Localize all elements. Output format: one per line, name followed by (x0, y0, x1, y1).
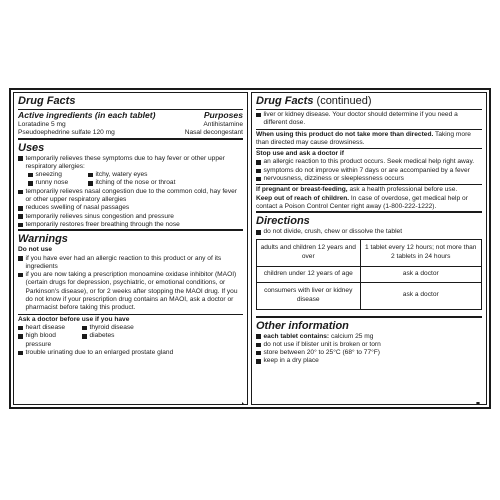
ingredient-name: Loratadine 5 mg (18, 121, 66, 128)
stop-use-heading: Stop use and ask a doctor if (256, 150, 344, 158)
other-information-title: Other information (256, 319, 349, 332)
table-cell: consumers with liver or kidney disease (257, 282, 361, 309)
list-item: keep in a dry place (256, 357, 482, 365)
square-bullet-icon (18, 206, 23, 211)
list-item: temporarily restores freer breathing through the nose (18, 221, 243, 229)
ingredient-purpose: Nasal decongestant (184, 129, 243, 137)
square-bullet-icon (82, 326, 87, 331)
list-item: liver or kidney disease. Your doctor should determine if you need a different dose. (256, 111, 482, 128)
square-bullet-icon (256, 334, 261, 339)
condition-row (18, 324, 243, 332)
symptom: sneezing (35, 171, 62, 179)
list-item: an allergic reaction to this product occurs. Seek medical help right away. (256, 158, 482, 166)
symptom-row (18, 179, 243, 187)
directions-section (256, 211, 482, 309)
square-bullet-icon (256, 230, 261, 235)
square-bullet-icon (18, 223, 23, 228)
drug-facts-continued-title: Drug Facts (continued) (256, 95, 372, 107)
when-using-text: When using this product do not take more than directed. Taking more than directed may cause drowsiness. (256, 130, 471, 146)
active-ingredients-label: Active ingredients (in each tablet) (18, 110, 156, 120)
table-cell: 1 tablet every 12 hours; not more than 2 tablets in 24 hours (360, 239, 482, 266)
square-bullet-icon (18, 214, 23, 219)
do-not-use-heading: Do not use (18, 246, 53, 254)
list-item: do not divide, crush, chew or dissolve the tablet (256, 228, 482, 236)
square-bullet-icon (18, 256, 23, 261)
purposes-label: Purposes (203, 110, 243, 120)
condition: high blood pressure (25, 332, 56, 348)
table-cell: children under 12 years of age (257, 266, 361, 282)
table-cell: adults and children 12 years and over (257, 239, 361, 266)
table-cell: ask a doctor (360, 282, 482, 309)
square-bullet-icon (256, 343, 261, 348)
ask-doctor-heading: Ask a doctor before use if you have (18, 315, 130, 323)
list-item: trouble urinating due to an enlarged prostate gland (18, 349, 243, 357)
list-item: reduces swelling of nasal passages (18, 204, 243, 212)
square-bullet-icon (88, 173, 93, 178)
drug-facts-right-panel (251, 92, 487, 405)
square-bullet-icon (18, 326, 23, 331)
square-bullet-icon (256, 351, 261, 356)
square-bullet-icon (18, 156, 23, 161)
table-row (257, 282, 482, 309)
symptom: itchy, watery eyes (95, 171, 148, 179)
directions-title: Directions (256, 215, 310, 228)
ingredient-purpose: Antihistamine (203, 121, 243, 128)
other-information-section (256, 316, 482, 366)
table-row (257, 266, 482, 282)
square-bullet-icon (256, 169, 261, 174)
uses-title: Uses (18, 141, 45, 154)
ingredient-row (18, 129, 243, 137)
list-item: temporarily relieves nasal congestion due to the common cold, hay fever or other upper respiratory allergies (18, 188, 243, 205)
drug-facts-title: Drug Facts (18, 95, 76, 107)
drug-facts-left-panel (13, 92, 248, 405)
list-item: if you have ever had an allergic reaction to this product or any of its ingredients (18, 255, 243, 272)
warnings-title: Warnings (18, 233, 68, 246)
list-item: do not use if blister unit is broken or torn (256, 341, 482, 349)
square-bullet-icon (18, 334, 23, 339)
uses-section (18, 138, 243, 230)
condition: diabetes (89, 332, 115, 340)
table-cell: ask a doctor (360, 266, 482, 282)
square-bullet-icon (18, 351, 23, 356)
square-bullet-icon (256, 359, 261, 364)
warnings-section (18, 229, 243, 357)
symptom: itching of the nose or throat (95, 179, 176, 187)
continue-arrow-icon (474, 402, 482, 405)
continue-arrow-icon (238, 402, 246, 405)
list-item: store between 20° to 25°C (68° to 77°F) (256, 349, 482, 357)
active-ingredients-header (18, 109, 243, 121)
square-bullet-icon (256, 160, 261, 165)
ingredient-name: Pseudoephedrine sulfate 120 mg (18, 129, 115, 137)
symptom: runny nose (35, 179, 69, 187)
square-bullet-icon (18, 190, 23, 195)
drug-facts-label (9, 88, 491, 409)
ingredient-row (18, 121, 243, 129)
symptom-row (18, 171, 243, 179)
square-bullet-icon (256, 113, 261, 118)
directions-table (256, 239, 482, 310)
list-item: temporarily relieves these symptoms due to hay fever or other upper respiratory allergies: (18, 155, 243, 172)
table-row (257, 239, 482, 266)
list-item: temporarily relieves sinus congestion and pressure (18, 213, 243, 221)
square-bullet-icon (18, 273, 23, 278)
list-item: if you are now taking a prescription monoamine oxidase inhibitor (MAOI) (certain drugs for depression, psychiatric, or emotional conditions, or Parkinson's disease), or for 2 weeks after stopping the MAOI drug. If you do not know if your prescription drug contains an MAOI, ask a doctor or pharmacist before taking this product. (18, 271, 243, 312)
square-bullet-icon (28, 181, 33, 186)
list-item: each tablet contains: calcium 25 mg (256, 333, 482, 341)
condition-row (18, 332, 243, 349)
keep-out-text: Keep out of reach of children. In case of overdose, get medical help or contact a Poison Control Center right away (1-800-222-1222). (256, 194, 468, 210)
list-item: nervousness, dizziness or sleeplessness occurs (256, 175, 482, 183)
square-bullet-icon (88, 181, 93, 186)
condition: thyroid disease (89, 323, 134, 331)
square-bullet-icon (256, 177, 261, 182)
condition: heart disease (25, 323, 66, 331)
pregnancy-text: If pregnant or breast-feeding, ask a health professional before use. (256, 186, 458, 194)
square-bullet-icon (28, 173, 33, 178)
square-bullet-icon (82, 334, 87, 339)
list-item: symptoms do not improve within 7 days or are accompanied by a fever (256, 167, 482, 175)
